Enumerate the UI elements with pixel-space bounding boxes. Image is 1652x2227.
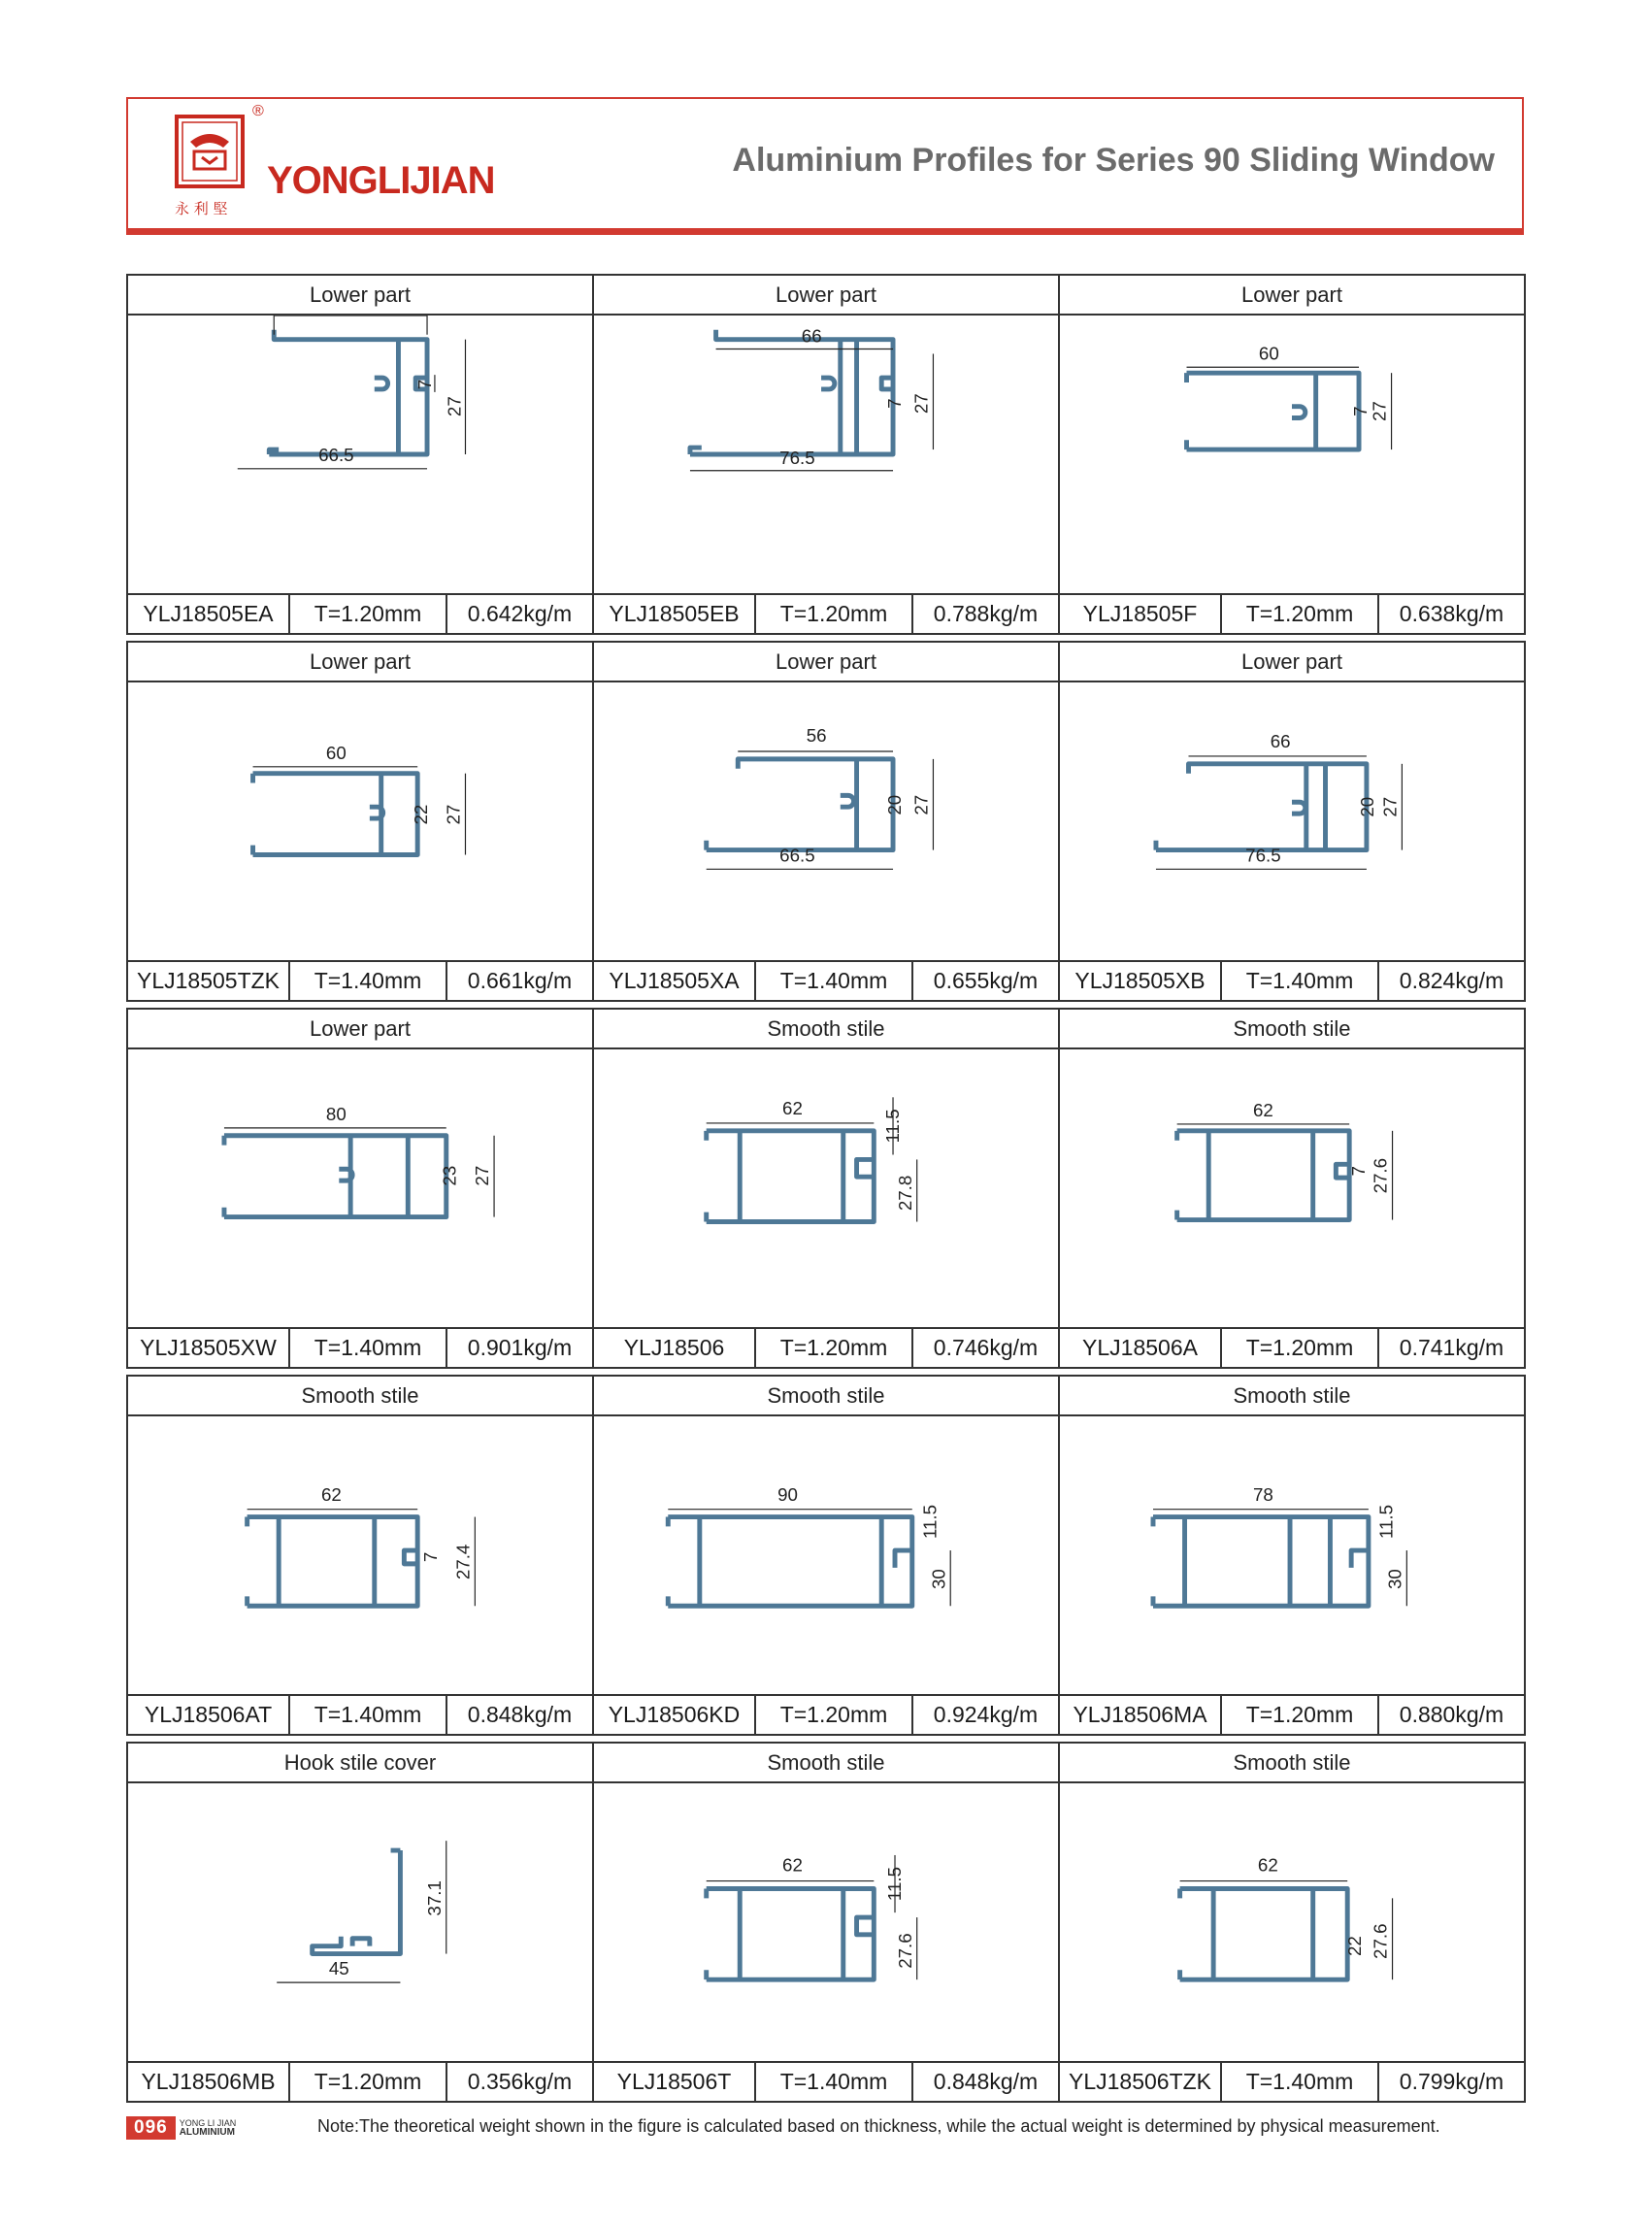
dim-label: 62	[782, 1098, 803, 1119]
profile-drawing	[128, 316, 592, 593]
profile-title: Lower part	[128, 276, 592, 316]
dim-label: 66	[801, 325, 822, 347]
dim-label: 7	[883, 398, 905, 409]
dim-label: 27.6	[1370, 1157, 1391, 1194]
profile-weight: 0.848kg/m	[467, 1702, 573, 1727]
profile-drawing	[1060, 1783, 1524, 2061]
dim-label: 62	[320, 1483, 342, 1505]
dim-label: 30	[1384, 1569, 1405, 1590]
profile-info-row	[594, 2061, 1058, 2101]
profile-weight: 0.356kg/m	[467, 2069, 573, 2094]
dim-label: 27	[910, 794, 932, 815]
profile-title: Smooth stile	[594, 1010, 1058, 1049]
profile-card	[1058, 641, 1526, 1002]
profile-drawing	[594, 682, 1058, 960]
profile-code: YLJ18506T	[594, 2063, 756, 2101]
dim-label: 76.5	[779, 447, 815, 468]
profile-thickness: T=1.40mm	[290, 1696, 447, 1734]
profile-weight: 0.799kg/m	[1399, 2069, 1504, 2094]
profile-title: Smooth stile	[1060, 1744, 1524, 1783]
dim-label: 27	[444, 396, 465, 417]
dim-label: 60	[325, 742, 347, 763]
profile-info-row	[128, 960, 592, 1000]
dim-label: 11.5	[881, 1109, 903, 1144]
dim-label: 27	[1369, 401, 1390, 422]
profile-info-row	[128, 1327, 592, 1367]
dim-label: 11.5	[919, 1504, 941, 1540]
profile-info-row	[128, 1694, 592, 1734]
profile-card	[1058, 1375, 1526, 1736]
profile-code: YLJ18505F	[1060, 595, 1222, 633]
profile-info-row	[128, 593, 592, 633]
profile-info-row	[594, 960, 1058, 1000]
profile-thickness: T=1.40mm	[290, 962, 447, 1000]
profile-title: Lower part	[128, 1010, 592, 1049]
profile-card	[126, 1008, 594, 1369]
dim-label: 20	[1356, 796, 1377, 817]
profile-drawing	[594, 1049, 1058, 1327]
profile-weight: 0.824kg/m	[1399, 968, 1504, 993]
profile-drawing	[128, 1783, 592, 2061]
dim-label: 62	[1257, 1854, 1278, 1876]
profile-code: YLJ18506AT	[128, 1696, 290, 1734]
profile-drawing	[128, 1049, 592, 1327]
dim-label: 7	[1347, 1166, 1369, 1177]
profile-code: YLJ18505XB	[1060, 962, 1222, 1000]
dim-label: 20	[883, 794, 905, 815]
dim-label: 60	[1258, 343, 1279, 364]
dim-label: 76.5	[1245, 845, 1281, 866]
dim-label: 62	[782, 1854, 803, 1876]
profile-info-row	[1060, 1694, 1524, 1734]
profile-drawing	[128, 682, 592, 960]
profile-drawing	[594, 1783, 1058, 2061]
dim-label: 27	[443, 804, 464, 825]
dim-label: 80	[325, 1103, 347, 1124]
dim-label: 27.6	[1370, 1923, 1391, 1959]
profile-title: Smooth stile	[1060, 1010, 1524, 1049]
profile-weight: 0.661kg/m	[467, 968, 573, 993]
profile-card	[592, 1008, 1060, 1369]
dim-label: 37.1	[423, 1880, 445, 1916]
profile-title: Lower part	[594, 276, 1058, 316]
profile-card	[592, 1742, 1060, 2103]
profile-info-row	[594, 593, 1058, 633]
profile-thickness: T=1.20mm	[756, 595, 913, 633]
profile-weight: 0.848kg/m	[933, 2069, 1039, 2094]
dim-label: 27.6	[894, 1933, 915, 1969]
dim-label: 66	[1270, 731, 1291, 752]
profile-thickness: T=1.20mm	[756, 1696, 913, 1734]
profile-code: YLJ18505EB	[594, 595, 756, 633]
profile-weight: 0.655kg/m	[933, 968, 1039, 993]
profile-code: YLJ18506MB	[128, 2063, 290, 2101]
profile-code: YLJ18505TZK	[128, 962, 290, 1000]
profile-thickness: T=1.40mm	[756, 962, 913, 1000]
registered-mark: ®	[252, 103, 264, 119]
profile-weight: 0.638kg/m	[1399, 601, 1504, 626]
dim-label: 78	[1252, 1483, 1273, 1505]
profile-card	[126, 1375, 594, 1736]
profile-title: Hook stile cover	[128, 1744, 592, 1783]
footer-brand	[180, 2118, 237, 2138]
profile-thickness: T=1.20mm	[1222, 1696, 1379, 1734]
profile-drawing	[1060, 682, 1524, 960]
profile-weight: 0.880kg/m	[1399, 1702, 1504, 1727]
page-number-badge	[126, 2116, 236, 2140]
profile-code: YLJ18505EA	[128, 595, 290, 633]
profile-thickness: T=1.40mm	[290, 1329, 447, 1367]
profile-title: Lower part	[1060, 276, 1524, 316]
dim-label: 22	[411, 804, 432, 825]
profile-thickness: T=1.20mm	[1222, 595, 1379, 633]
profile-code: YLJ18505XA	[594, 962, 756, 1000]
logo-emblem-icon	[165, 113, 272, 221]
profile-title: Lower part	[594, 643, 1058, 682]
profile-title: Smooth stile	[594, 1744, 1058, 1783]
profile-weight: 0.924kg/m	[933, 1702, 1039, 1727]
profile-code: YLJ18506A	[1060, 1329, 1222, 1367]
profile-thickness: T=1.20mm	[290, 595, 447, 633]
profile-thickness: T=1.40mm	[1222, 2063, 1379, 2101]
brand-logo	[165, 113, 272, 221]
dim-label: 7	[419, 1551, 441, 1563]
profile-card	[592, 1375, 1060, 1736]
profile-info-row	[1060, 960, 1524, 1000]
footer-brand-line1: YONG LI JIAN	[179, 2118, 237, 2128]
dim-label: 23	[439, 1165, 460, 1186]
profile-drawing	[128, 1416, 592, 1694]
profile-card	[592, 641, 1060, 1002]
profile-drawing	[594, 1416, 1058, 1694]
profile-code: YLJ18505XW	[128, 1329, 290, 1367]
dim-label: 11.5	[883, 1867, 905, 1902]
profile-weight: 0.642kg/m	[467, 601, 573, 626]
profile-info-row	[1060, 2061, 1524, 2101]
footer-note: Note:The theoretical weight shown in the figure is calculated based on thickness, while the actual weight is determined by physical measurement.	[317, 2116, 1440, 2136]
profile-thickness: T=1.20mm	[290, 2063, 447, 2101]
profile-drawing	[594, 316, 1058, 593]
dim-label: 11.5	[1375, 1504, 1397, 1540]
profile-card	[126, 641, 594, 1002]
profile-info-row	[594, 1694, 1058, 1734]
profile-card	[126, 1742, 594, 2103]
profile-thickness: T=1.40mm	[756, 2063, 913, 2101]
profile-weight: 0.741kg/m	[1399, 1335, 1504, 1360]
profile-info-row	[128, 2061, 592, 2101]
profile-code: YLJ18506MA	[1060, 1696, 1222, 1734]
dim-label: 22	[1344, 1936, 1366, 1957]
brand-cn-text: 永 利 堅	[175, 200, 228, 217]
profile-drawing	[1060, 316, 1524, 593]
profile-thickness: T=1.20mm	[1222, 1329, 1379, 1367]
dim-label: 56	[806, 725, 827, 747]
dim-label: 90	[777, 1483, 798, 1505]
profile-weight: 0.901kg/m	[467, 1335, 573, 1360]
profile-weight: 0.746kg/m	[933, 1335, 1039, 1360]
profile-title: Smooth stile	[594, 1377, 1058, 1416]
page-title: Aluminium Profiles for Series 90 Sliding Window	[732, 142, 1495, 179]
profile-info-row	[1060, 593, 1524, 633]
dim-label: 7	[1349, 406, 1371, 416]
profile-title: Lower part	[128, 643, 592, 682]
dim-label: 27	[1379, 796, 1401, 817]
profile-card	[1058, 274, 1526, 635]
profile-card	[1058, 1742, 1526, 2103]
brand-name: YONGLIJIAN	[267, 159, 495, 202]
dim-label: 30	[928, 1569, 949, 1590]
profile-title: Lower part	[1060, 643, 1524, 682]
profile-thickness: T=1.20mm	[756, 1329, 913, 1367]
profile-card	[1058, 1008, 1526, 1369]
dim-label: 45	[328, 1958, 349, 1979]
dim-label: 27.4	[452, 1544, 474, 1580]
profile-drawing	[1060, 1049, 1524, 1327]
profile-info-row	[1060, 1327, 1524, 1367]
profile-card	[126, 274, 594, 635]
dim-label: 66.5	[318, 444, 354, 465]
page-header	[126, 97, 1524, 235]
dim-label: 27.8	[894, 1175, 915, 1212]
footer-brand-line2: ALUMINIUM	[179, 2127, 235, 2138]
profile-thickness: T=1.40mm	[1222, 962, 1379, 1000]
profile-drawing	[1060, 1416, 1524, 1694]
profile-weight: 0.788kg/m	[933, 601, 1039, 626]
profile-code: YLJ18506KD	[594, 1696, 756, 1734]
profile-info-row	[594, 1327, 1058, 1367]
page-number: 096	[126, 2116, 176, 2140]
dim-label: 62	[1252, 1100, 1273, 1121]
dim-label: 27	[472, 1165, 493, 1186]
dim-label: 27	[910, 393, 932, 415]
profile-title: Smooth stile	[128, 1377, 592, 1416]
dim-label: 7	[413, 379, 435, 390]
profile-title: Smooth stile	[1060, 1377, 1524, 1416]
profile-code: YLJ18506	[594, 1329, 756, 1367]
profile-code: YLJ18506TZK	[1060, 2063, 1222, 2101]
dim-label: 66.5	[779, 845, 815, 866]
profile-card	[592, 274, 1060, 635]
